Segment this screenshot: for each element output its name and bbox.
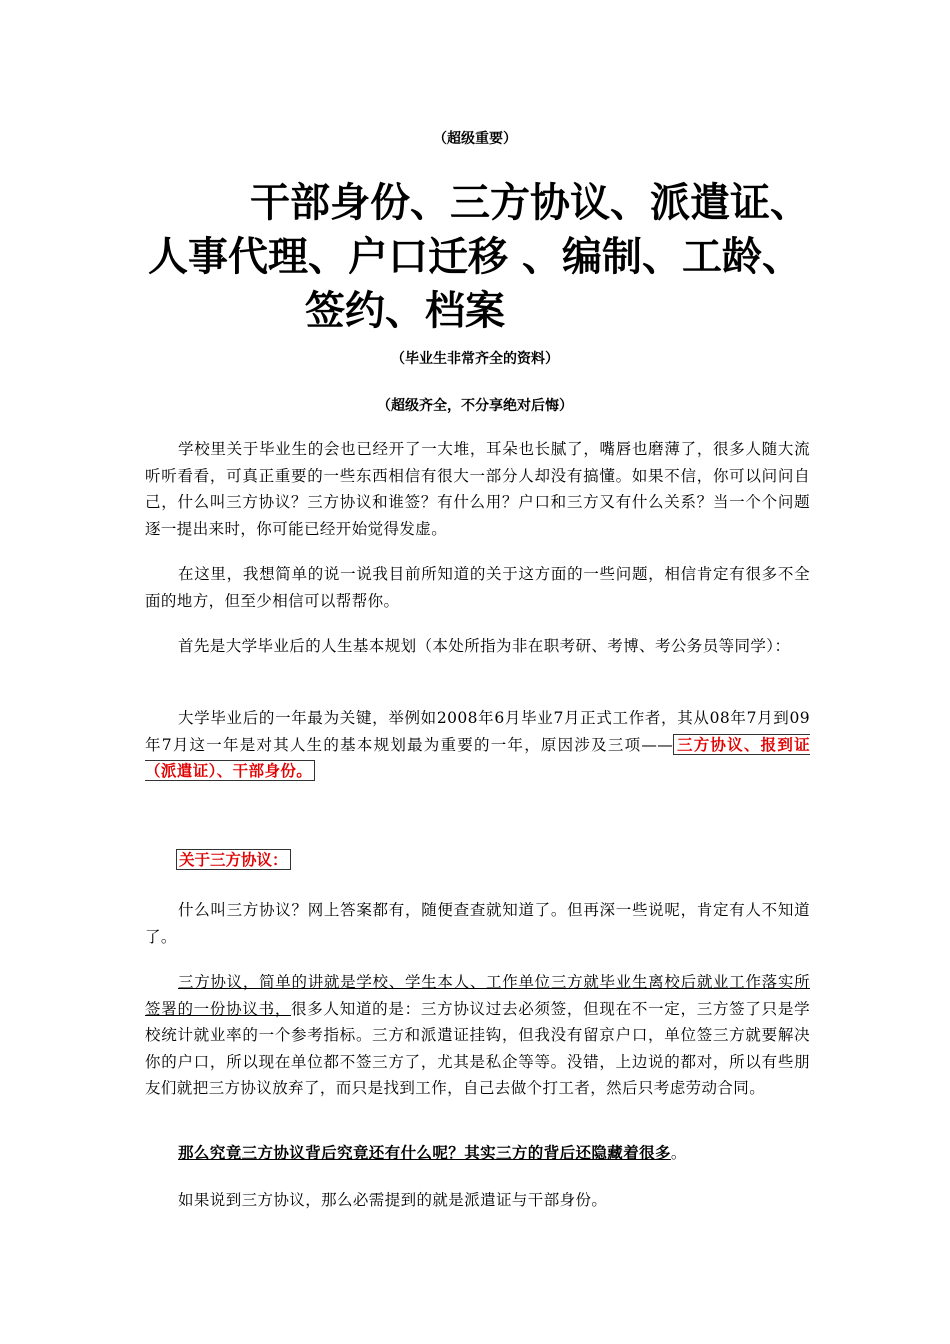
paragraph-question	[145, 1140, 810, 1167]
definition-underlined: 三方协议，简单的讲就是学校、学生本人、工作单位三方就毕业生离校后就业工作落实所签署的一份协议书，	[145, 973, 810, 1018]
paragraph-dispatch: 如果说到三方协议，那么必需提到的就是派遣证与干部身份。	[178, 1191, 608, 1209]
paragraph-key-year	[145, 705, 810, 785]
key-year-text: 大学毕业后的一年最为关键，举例如2008年6月毕业7月正式工作者，其从08年7月到09年7月这一年是对其人生的基本规划最为重要的一年，原因涉及三项——	[145, 709, 810, 754]
paragraph-intro: 学校里关于毕业生的会也已经开了一大堆，耳朵也长腻了，嘴唇也磨薄了，很多人随大流听听看看，可真正重要的一些东西相信有很大一部分人却没有搞懂。如果不信，你可以问问自己，什么叫三方协议？三方协议和谁签？有什么用？户口和三方又有什么关系？当一个个问题逐一提出来时，你可能已经开始觉得发虚。	[145, 440, 810, 538]
header-note: （超级重要）	[433, 131, 517, 147]
question-emphasis: 那么究竟三方协议背后究竟还有什么呢？其实三方的背后还隐藏着很多	[178, 1143, 671, 1162]
subtitle-complete: （毕业生非常齐全的资料）	[391, 351, 559, 367]
paragraph-purpose: 在这里，我想简单的说一说我目前所知道的关于这方面的一些问题，相信肯定有很多不全面的地方，但至少相信可以帮帮你。	[145, 565, 810, 610]
title-line-1: 干部身份、三方协议、派遣证、	[250, 180, 810, 226]
title-line-2: 人事代理、户口迁移 、编制、工龄、	[148, 234, 802, 280]
question-end: 。	[670, 1144, 687, 1162]
paragraph-what-is: 什么叫三方协议？网上答案都有，随便查查就知道了。但再深一些说呢，肯定有人不知道了。	[145, 901, 810, 946]
section-heading-agreement	[176, 848, 291, 872]
definition-rest: 很多人知道的是：三方协议过去必须签，但现在不一定，三方签了只是学校统计就业率的一个参考指标。三方和派遣证挂钩，但我没有留京户口，单位签三方就要解决你的户口，所以现在单位都不签三方了，尤其是私企等等。没错，上边说的都对，所以有些朋友们就把三方协议放弃了，而只是找到工作，自己去做个打工者，然后只考虑劳动合同。	[145, 999, 810, 1097]
section-heading-label: 关于三方协议：	[176, 849, 291, 870]
subtitle-share: （超级齐全，不分享绝对后悔）	[377, 398, 573, 414]
document-title	[0, 176, 950, 338]
paragraph-planning: 首先是大学毕业后的人生基本规划（本处所指为非在职考研、考博、考公务员等同学）：	[178, 637, 791, 655]
title-line-3: 签约、档案	[305, 288, 505, 334]
paragraph-definition	[145, 969, 810, 1102]
key-items-highlight: 三方协议、报到证（派遣证）、干部身份。	[145, 734, 810, 780]
